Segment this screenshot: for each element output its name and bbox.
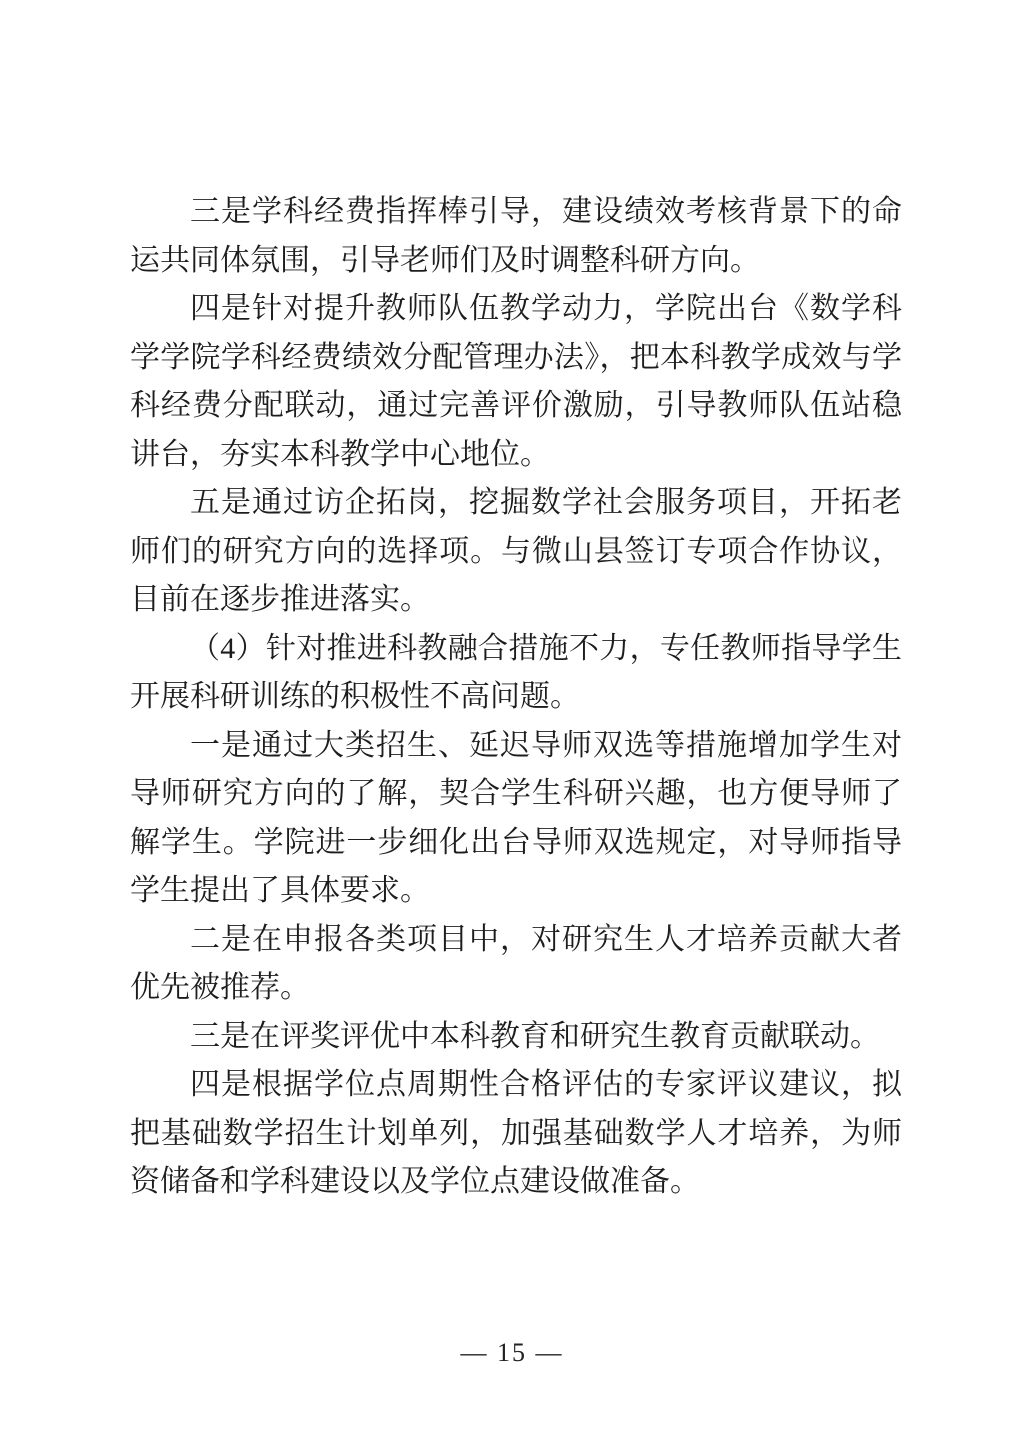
paragraph-2-project-application: 二是在申报各类项目中，对研究生人才培养贡献大者优先被推荐。: [130, 922, 902, 1004]
paragraph-3-awards-linkage: 三是在评奖评优中本科教育和研究生教育贡献联动。: [190, 1019, 880, 1053]
page-footer: [0, 1338, 1024, 1368]
paragraph-4-teaching-motivation: 四是针对提升教师队伍教学动力，学院出台《数学科学学院学科经费绩效分配管理办法》，把本科教学成效与学科经费分配联动，通过完善评价激励，引导教师队伍站稳讲台，夯实本科教学中心地位。: [130, 292, 902, 471]
paragraph-item-4-science-education: （4）针对推进科教融合措施不力，专任教师指导学生开展科研训练的积极性不高问题。: [130, 631, 902, 713]
paragraph-1-enrollment-measures: 一是通过大类招生、延迟导师双选等措施增加学生对导师研究方向的了解，契合学生科研兴趣，也方便导师了解学生。学院进一步细化出台导师双选规定，对导师指导学生提出了具体要求。: [130, 728, 902, 907]
document-body: [130, 188, 902, 1207]
paragraph-3-funding-guidance: 三是学科经费指挥棒引导，建设绩效考核背景下的命运共同体氛围，引导老师们及时调整科研方向。: [130, 195, 902, 277]
page-number: — 15 —: [460, 1338, 564, 1367]
paragraph-4-degree-evaluation: 四是根据学位点周期性合格评估的专家评议建议，拟把基础数学招生计划单列，加强基础数学人才培养，为师资储备和学科建设以及学位点建设做准备。: [130, 1068, 902, 1198]
paragraph-5-company-visits: 五是通过访企拓岗，挖掘数学社会服务项目，开拓老师们的研究方向的选择项。与微山县签订专项合作协议，目前在逐步推进落实。: [130, 486, 902, 616]
